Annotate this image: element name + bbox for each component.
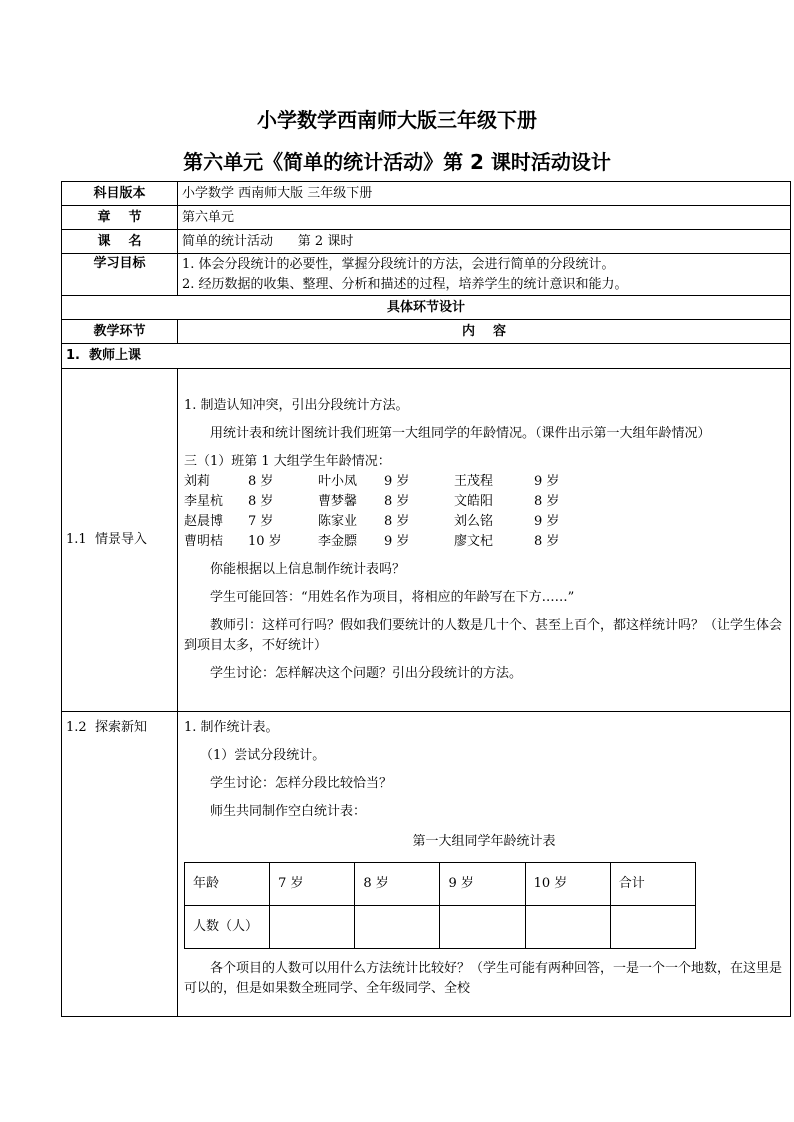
age-row: 赵晨博 7 岁 陈家业 8 岁 刘么铭 9 岁 — [184, 514, 560, 529]
stats-header-cell: 合计 — [610, 863, 695, 906]
s11-p4: 你能根据以上信息制作统计表吗？ — [210, 562, 406, 577]
s12-p2: （1）尝试分段统计。 — [200, 748, 326, 763]
lesson-label: 课 名 — [62, 230, 178, 254]
stats-empty-cell — [440, 906, 525, 949]
age-list — [184, 472, 784, 552]
stats-empty-cell — [525, 906, 610, 949]
col-content-header: 内 容 — [178, 320, 791, 344]
stats-empty-cell — [610, 906, 695, 949]
doc-title-line2: 第六单元《简单的统计活动》第 2 课时活动设计 — [183, 150, 611, 174]
stats-empty-cell — [270, 906, 355, 949]
s12-p3: 学生讨论：怎样分段比较恰当？ — [210, 776, 393, 791]
col-step-header: 教学环节 — [62, 320, 178, 344]
stats-table-caption: 第一大组同学年龄统计表 — [412, 834, 556, 849]
s11-p5: 学生可能回答：“用姓名作为项目，将相应的年龄写在下方……” — [210, 590, 575, 605]
s11-p2: 用统计表和统计图统计我们班第一大组同学的年龄情况。（课件出示第一大组年龄情况） — [210, 426, 711, 441]
s11-label: 1.1 情景导入 — [62, 369, 178, 712]
s11-p7: 学生讨论：怎样解决这个问题？引出分段统计的方法。 — [210, 666, 523, 681]
stats-header-cell: 7 岁 — [270, 863, 355, 906]
lesson-value: 简单的统计活动 第 2 课时 — [178, 230, 791, 254]
subject-value: 小学数学 西南师大版 三年级下册 — [178, 182, 791, 206]
s12-p4: 师生共同制作空白统计表： — [210, 804, 367, 819]
subject-label: 科目版本 — [62, 182, 178, 206]
age-row: 刘莉 8 岁 叶小凤 9 岁 王茂程 9 岁 — [184, 474, 560, 489]
stats-header-cell: 10 岁 — [525, 863, 610, 906]
stats-header-cell: 8 岁 — [355, 863, 440, 906]
s12-label: 1.2 探索新知 — [62, 712, 178, 1017]
goal-label: 学习目标 — [62, 254, 178, 296]
stats-empty-cell — [355, 906, 440, 949]
s11-content — [178, 369, 791, 712]
age-row: 曹明桔 10 岁 李金膘 9 岁 廖文杞 8 岁 — [184, 534, 560, 549]
age-stats-table — [184, 862, 696, 949]
age-row: 李星杭 8 岁 曹梦馨 8 岁 文皓阳 8 岁 — [184, 494, 560, 509]
section1-title: 1. 教师上课 — [62, 344, 791, 369]
stats-header-cell: 9 岁 — [440, 863, 525, 906]
s11-p3: 三（1）班第 1 大组学生年龄情况： — [184, 454, 391, 469]
s11-p1: 1. 制造认知冲突，引出分段统计方法。 — [184, 398, 409, 413]
s12-p5: 各个项目的人数可以用什么方法统计比较好？（学生可能有两种回答，一是一个一个地数，在这里是可以的，但是如果数全班同学、全年级同学、全校 — [184, 961, 783, 996]
chapter-label: 章 节 — [62, 206, 178, 230]
design-header: 具体环节设计 — [62, 296, 791, 320]
stats-row-label: 人数（人） — [185, 906, 270, 949]
s12-p1: 1. 制作统计表。 — [184, 720, 279, 735]
s11-p6: 教师引：这样可行吗？假如我们要统计的人数是几十个、甚至上百个，都这样统计吗？（让学生体会到项目太多，不好统计） — [184, 618, 783, 653]
goal-item: 1. 体会分段统计的必要性，掌握分段统计的方法，会进行简单的分段统计。 — [182, 256, 615, 272]
chapter-value: 第六单元 — [178, 206, 791, 230]
stats-header-cell: 年龄 — [185, 863, 270, 906]
goal-list — [178, 254, 791, 296]
s12-content — [178, 712, 791, 1017]
lesson-design-table — [61, 181, 791, 1017]
goal-item: 2. 经历数据的收集、整理、分析和描述的过程，培养学生的统计意识和能力。 — [182, 276, 628, 292]
doc-title-line1: 小学数学西南师大版三年级下册 — [257, 108, 537, 132]
